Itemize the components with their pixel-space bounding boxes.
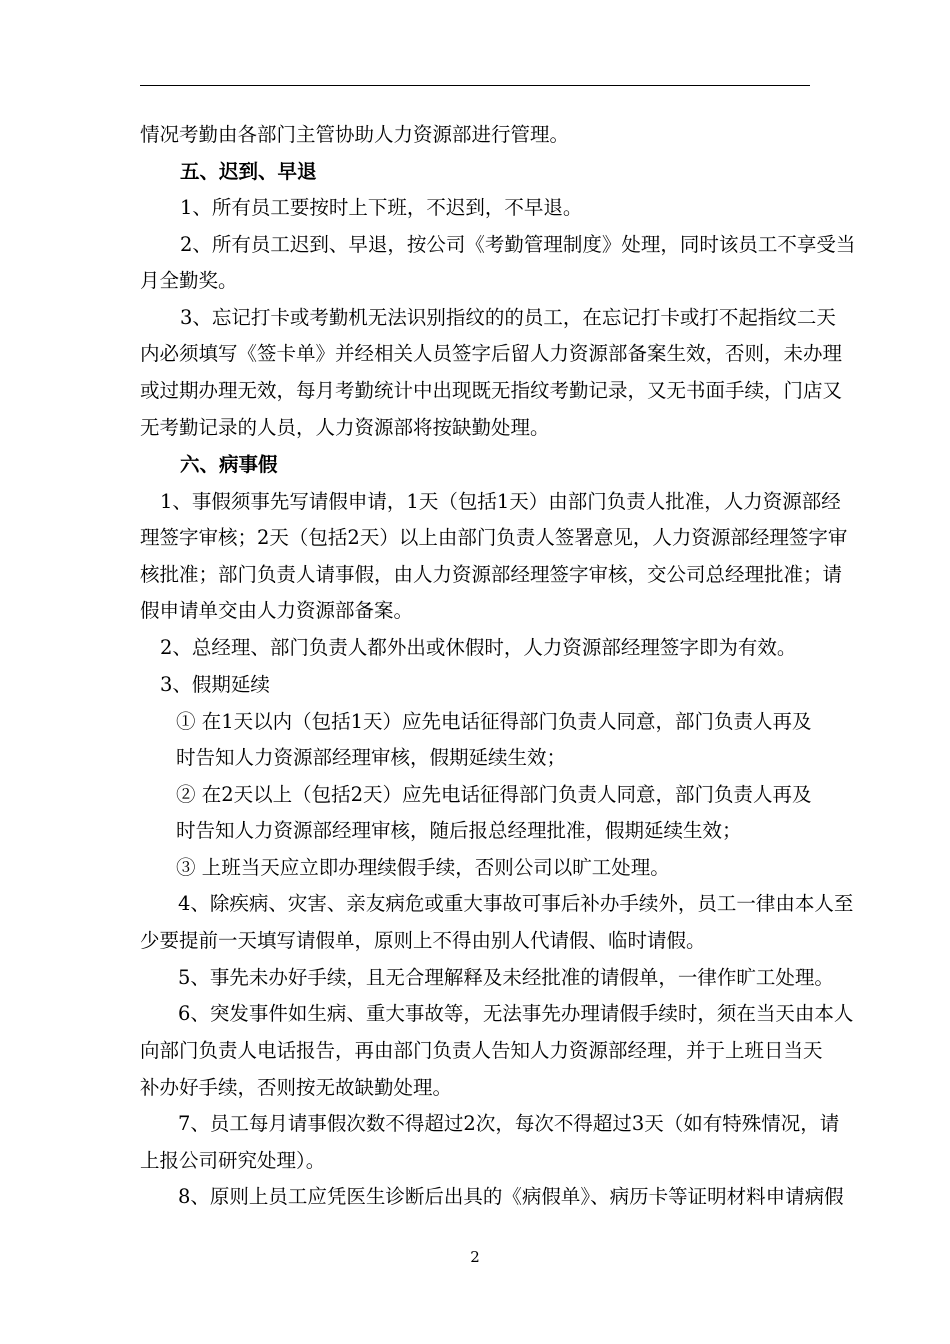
paragraph-line: 月全勤奖。 [140,269,238,292]
paragraph-line: 4、除疾病、灾害、亲友病危或重大事故可事后补办手续外，员工一律由本人至 [178,892,854,915]
paragraph-line: 或过期办理无效，每月考勤统计中出现既无指纹考勤记录，又无书面手续，门店又 [140,379,843,402]
section-heading: 六、病事假 [180,453,278,476]
page-number: 2 [470,1248,480,1266]
list-item: ③ 上班当天应立即办理续假手续，否则公司以旷工处理。 [176,856,670,879]
section-heading: 五、迟到、早退 [180,160,317,183]
paragraph-line: 假申请单交由人力资源部备案。 [140,599,414,622]
paragraph-line: 上报公司研究处理）。 [140,1149,326,1172]
paragraph-line: 向部门负责人电话报告，再由部门负责人告知人力资源部经理，并于上班日当天 [140,1039,823,1062]
paragraph-line: 补办好手续，否则按无故缺勤处理。 [140,1076,453,1099]
paragraph-line: 少要提前一天填写请假单，原则上不得由别人代请假、临时请假。 [140,929,706,952]
paragraph-line: 无考勤记录的人员，人力资源部将按缺勤处理。 [140,416,550,439]
paragraph-line: 理签字审核；2天（包括2天）以上由部门负责人签署意见，人力资源部经理签字审 [140,526,848,549]
paragraph-line: 内必须填写《签卡单》并经相关人员签字后留人力资源部备案生效，否则，未办理 [140,342,843,365]
paragraph-line: 8、原则上员工应凭医生诊断后出具的《病假单》、病历卡等证明材料申请病假 [178,1185,844,1208]
list-item: 时告知人力资源部经理审核，假期延续生效； [176,746,567,769]
paragraph-line: 1、所有员工要按时上下班，不迟到，不早退。 [180,196,583,219]
paragraph-line: 2、总经理、部门负责人都外出或休假时，人力资源部经理签字即为有效。 [160,636,797,659]
list-item: ② 在2天以上（包括2天）应先电话征得部门负责人同意，部门负责人再及 [176,783,812,806]
paragraph-line: 5、事先未办好手续，且无合理解释及未经批准的请假单，一律作旷工处理。 [178,966,834,989]
paragraph-line: 3、假期延续 [160,673,270,696]
list-item: 时告知人力资源部经理审核，随后报总经理批准，假期延续生效； [176,819,742,842]
paragraph-line: 情况考勤由各部门主管协助人力资源部进行管理。 [140,123,570,146]
paragraph-line: 7、员工每月请事假次数不得超过2次，每次不得超过3天（如有特殊情况，请 [178,1112,840,1135]
paragraph-line: 6、突发事件如生病、重大事故等，无法事先办理请假手续时，须在当天由本人 [178,1002,854,1025]
list-item: ① 在1天以内（包括1天）应先电话征得部门负责人同意，部门负责人再及 [176,710,812,733]
paragraph-line: 核批准；部门负责人请事假，由人力资源部经理签字审核，交公司总经理批准；请 [140,563,843,586]
header-rule [140,85,810,86]
paragraph-line: 1、事假须事先写请假申请，1天（包括1天）由部门负责人批准，人力资源部经 [160,490,841,513]
paragraph-line: 2、所有员工迟到、早退，按公司《考勤管理制度》处理，同时该员工不享受当 [180,233,856,256]
paragraph-line: 3、忘记打卡或考勤机无法识别指纹的的员工，在忘记打卡或打不起指纹二天 [180,306,836,329]
